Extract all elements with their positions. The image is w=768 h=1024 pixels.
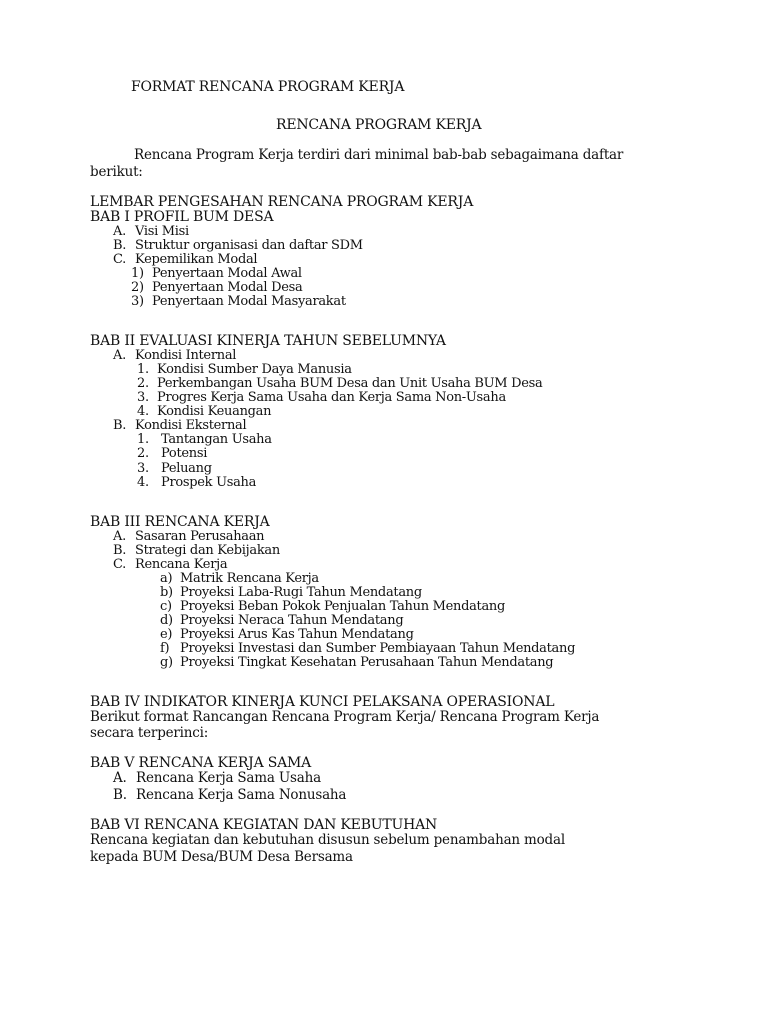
list-text: Kondisi Eksternal [135,418,247,433]
list-text: Proyeksi Investasi dan Sumber Pembiayaan Tahun Mendatang [180,641,576,656]
list-item [113,558,227,571]
list-marker: 3. [137,461,149,476]
list-marker: A. [113,348,126,363]
intro-line-1: Rencana Program Kerja terdiri dari minimal bab-bab sebagaimana daftar [134,147,624,163]
list-text: Matrik Rencana Kerja [180,571,319,586]
list-marker: 4. [137,404,149,419]
list-item [113,789,346,803]
bab1-heading: BAB I PROFIL BUM DESA [90,209,274,225]
list-marker: a) [160,571,173,586]
list-marker: B. [113,238,127,253]
list-marker: e) [160,627,173,642]
list-text: Sasaran Perusahaan [135,529,265,544]
list-text: Rencana Kerja Sama Usaha [136,770,321,786]
bab4-heading: BAB IV INDIKATOR KINERJA KUNCI PELAKSANA OPERASIONAL [90,694,555,710]
list-text: Proyeksi Neraca Tahun Mendatang [180,613,404,628]
list-subitem [137,377,543,390]
list-subitem [160,642,575,655]
list-subitem [160,586,422,599]
document-title: RENCANA PROGRAM KERJA [276,117,482,133]
bab6-heading: BAB VI RENCANA KEGIATAN DAN KEBUTUHAN [90,817,438,833]
list-text: Proyeksi Laba-Rugi Tahun Mendatang [180,585,422,600]
intro-line-2: berikut: [90,164,143,180]
bab3-heading: BAB III RENCANA KERJA [90,514,270,530]
list-item [113,530,264,543]
list-marker: c) [160,599,172,614]
list-subitem [160,572,319,585]
list-subitem [137,447,207,460]
list-text: Proyeksi Beban Pokok Penjualan Tahun Mendatang [180,599,506,614]
list-subitem [160,600,505,613]
list-subitem [137,462,212,475]
list-text: Progres Kerja Sama Usaha dan Kerja Sama Non-Usaha [157,390,506,405]
list-text: Penyertaan Modal Awal [152,266,302,281]
list-item [113,419,246,432]
list-marker: b) [160,585,173,600]
list-subitem [131,281,302,294]
list-text: Tantangan Usaha [161,432,272,447]
list-marker: f) [160,641,170,656]
list-text: Prospek Usaha [161,475,257,490]
list-marker: 1) [131,266,144,281]
list-item [113,772,321,786]
list-text: Potensi [161,446,208,461]
list-subitem [160,628,414,641]
list-text: Kondisi Internal [135,348,237,363]
list-text: Proyeksi Tingkat Kesehatan Perusahaan Tahun Mendatang [180,655,554,670]
list-marker: A. [113,529,126,544]
list-text: Kondisi Sumber Daya Manusia [157,362,352,377]
list-item [113,253,257,266]
bab4-line-1: Berikut format Rancangan Rencana Program Kerja/ Rencana Program Kerja [90,709,600,725]
list-text: Proyeksi Arus Kas Tahun Mendatang [180,627,414,642]
list-marker: 3. [137,390,149,405]
list-subitem [137,433,272,446]
lembar-pengesahan-heading: LEMBAR PENGESAHAN RENCANA PROGRAM KERJA [90,194,474,210]
list-marker: A. [113,224,126,239]
bab2-heading: BAB II EVALUASI KINERJA TAHUN SEBELUMNYA [90,333,446,349]
list-marker: 2. [137,446,149,461]
list-marker: B. [113,787,127,803]
list-text: Rencana Kerja Sama Nonusaha [136,787,347,803]
bab6-line-2: kepada BUM Desa/BUM Desa Bersama [90,849,353,865]
bab4-line-2: secara terperinci: [90,725,209,741]
list-subitem [160,656,553,669]
list-subitem [137,363,352,376]
bab6-line-1: Rencana kegiatan dan kebutuhan disusun sebelum penambahan modal [90,832,565,848]
list-subitem [137,476,256,489]
list-text: Perkembangan Usaha BUM Desa dan Unit Usaha BUM Desa [157,376,543,391]
list-item [113,225,189,238]
list-text: Penyertaan Modal Desa [152,280,303,295]
list-subitem [160,614,403,627]
list-marker: 2) [131,280,144,295]
list-marker: A. [113,770,127,786]
list-marker: B. [113,418,127,433]
list-item [113,544,280,557]
list-marker: 4. [137,475,149,490]
list-text: Kepemilikan Modal [135,252,258,267]
bab5-heading: BAB V RENCANA KERJA SAMA [90,755,312,771]
list-marker: 2. [137,376,149,391]
list-text: Kondisi Keuangan [157,404,272,419]
list-marker: d) [160,613,173,628]
list-text: Rencana Kerja [135,557,228,572]
list-marker: 3) [131,294,144,309]
list-marker: C. [113,557,127,572]
list-text: Peluang [161,461,212,476]
list-marker: C. [113,252,127,267]
list-subitem [137,391,506,404]
list-subitem [131,295,346,308]
list-text: Visi Misi [135,224,189,239]
list-marker: 1. [137,362,149,377]
list-item [113,349,236,362]
list-text: Struktur organisasi dan daftar SDM [135,238,363,253]
list-item [113,239,363,252]
list-text: Penyertaan Modal Masyarakat [152,294,346,309]
list-marker: g) [160,655,173,670]
list-subitem [131,267,302,280]
list-marker: 1. [137,432,149,447]
list-marker: B. [113,543,127,558]
list-text: Strategi dan Kebijakan [135,543,280,558]
document-top-title: FORMAT RENCANA PROGRAM KERJA [131,79,405,95]
list-subitem [137,405,271,418]
